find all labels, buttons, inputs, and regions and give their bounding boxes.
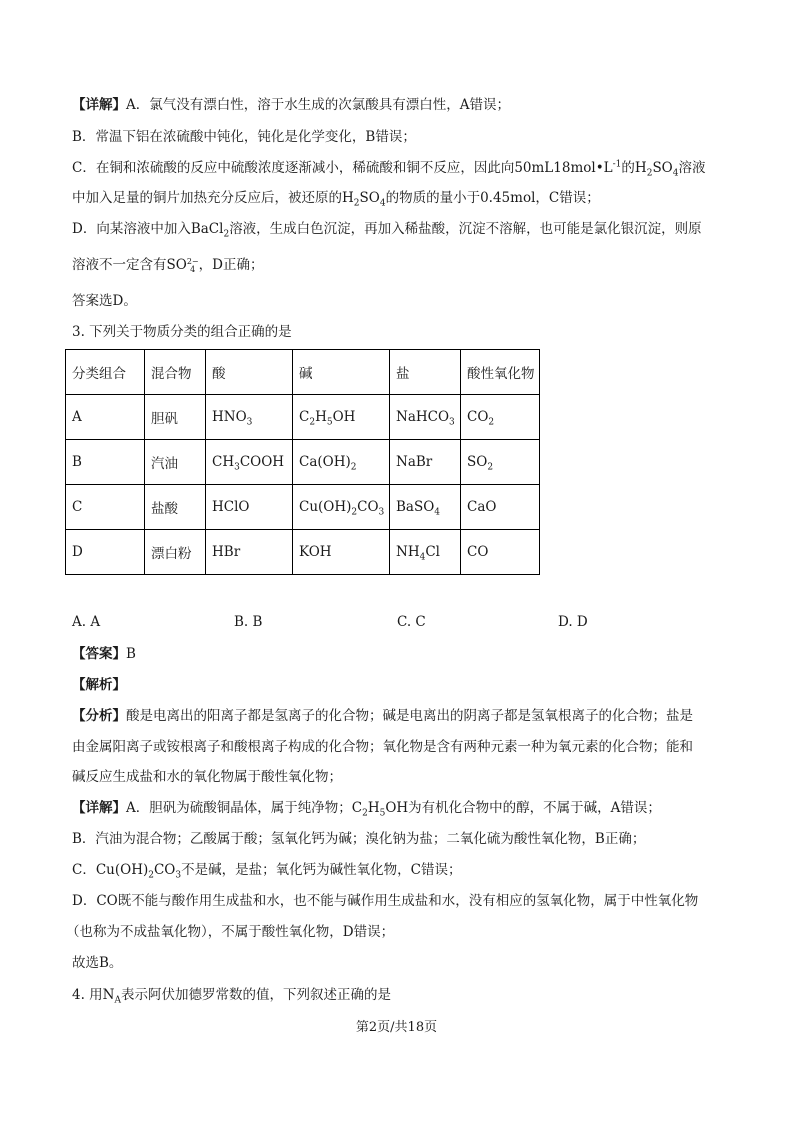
table-cell: CaO [461,485,540,530]
text-part: 4. 用N [72,987,115,1003]
table-row [66,395,540,440]
text-part: 不是碱，是盐；氧化钙为碱性氧化物，C错误； [181,862,462,878]
conclusion-line: 故选B。 [72,955,123,971]
table-header-cell: 分类组合 [66,350,145,395]
superscript: -1 [612,159,622,170]
subscript: A [114,995,121,1006]
subscript: 4 [672,168,679,179]
option-c: C. C [397,614,426,630]
xiangjie-line-1 [72,798,661,818]
text-part: 酸是电离出的阳离子都是氢离子的化合物；碱是电离出的阴离子都是氢氧根离子的化合物；盐是 [126,708,693,724]
text-part: CO [153,862,176,878]
text-part: C．在铜和浓硫酸的反应中硫酸浓度逐渐减小，稀硫酸和铜不反应，因此向50mL18mol•L [72,160,613,176]
xiangjie-line-3 [72,860,461,880]
subscript: 2 [646,168,653,179]
detail-line-6 [72,255,263,275]
text-part: SO [652,160,673,176]
text-part: 中加入足量的铜片加热充分反应后，被还原的H [72,190,354,206]
answer-choice-line: 答案选D。 [72,293,137,309]
table-cell: A [66,395,145,440]
subscript: 2 [148,870,154,881]
table-cell: $C_2H_5OH$ [293,395,390,440]
detail-text: A．氯气没有漂白性，溶于水生成的次氯酸具有漂白性，A错误； [126,97,510,113]
table-cell: BaSO$_4$ [390,485,461,530]
answer-line [72,644,136,664]
table-cell: $Ca(OH)_2$ [293,440,390,485]
text-part: 表示阿伏加德罗常数的值，下列叙述正确的是 [120,987,391,1003]
option-d: D. D [558,614,588,630]
text-part: H [367,800,380,816]
text-part: 的物质的量小于0.45mol，C错误； [385,190,600,206]
xiangjie-tag: 【详解】 [72,800,126,816]
table-cell: CO [461,530,540,575]
question-3-stem: 3. 下列关于物质分类的组合正确的是 [72,324,292,340]
xiangjie-line-2: B．汽油为混合物；乙酸属于酸；氢氧化钙为碱；溴化钠为盐；二氧化硫为酸性氧化物，B正确； [72,831,646,847]
text-part: A．胆矾为硫酸铜晶体，属于纯净物；C [126,800,363,816]
table-cell: 漂白粉 [145,530,206,575]
table-cell: KOH [293,530,390,575]
superscript: 2− [186,256,199,266]
table-header-cell: 混合物 [145,350,206,395]
subscript: 4 [379,198,386,209]
subscript: 3 [175,870,182,881]
subscript: 5 [379,808,386,819]
fenxi-line-3: 碱反应生成盐和水的氧化物属于酸性氧化物； [72,769,342,785]
detail-line-2: B．常温下铝在浓硫酸中钝化，钝化是化学变化，B错误； [72,129,416,145]
text-part: OH为有机化合物中的醇，不属于碱，A错误； [385,800,661,816]
table-cell: $Cu(OH)_2CO_3$ [293,485,390,530]
classification-table [65,349,540,575]
table-cell: $CO_2$ [461,395,540,440]
table-cell: NaBr [390,440,461,485]
option-a: A. A [72,614,101,630]
analysis-tag: 【解析】 [72,677,126,693]
fenxi-line-2: 由金属阳离子或铵根离子和酸根离子构成的化合物；氧化物是含有两种元素一种为氧元素的化合物；能和 [72,739,693,755]
table-cell: HBr [206,530,293,575]
text-part: C．Cu(OH) [72,862,149,878]
subscript: 2 [353,198,360,209]
table-header-row [66,350,540,395]
text-part: SO [359,190,380,206]
ion-charge [187,258,199,274]
table-cell: B [66,440,145,485]
table-header-cell: 盐 [390,350,461,395]
detail-line-5 [72,219,702,239]
detail-tag: 【详解】 [72,97,126,113]
xiangjie-line-5: （也称为不成盐氧化物），不属于酸性氧化物，D错误； [66,924,395,940]
xiangjie-line-4: D．CO既不能与酸作用生成盐和水，也不能与碱作用生成盐和水，没有相应的氢氧化物，属于中性氧化物 [72,893,699,909]
fenxi-tag: 【分析】 [72,708,126,724]
option-b: B. B [234,614,263,630]
detail-line-4 [72,188,600,208]
subscript: 4 [190,264,196,274]
table-cell: NaHCO$_3$ [390,395,461,440]
text-part: 溶液不一定含有SO [72,257,187,273]
page-number: 第2页/共18页 [355,1020,438,1035]
detail-line-1 [72,95,510,115]
table-cell: $CH_3COOH$ [206,440,293,485]
table-row [66,530,540,575]
table-row [66,440,540,485]
text-part: ，D正确； [198,257,264,273]
table-header-cell: 酸性氧化物 [461,350,540,395]
table-row [66,485,540,530]
table-cell: 胆矾 [145,395,206,440]
table-cell: $SO_2$ [461,440,540,485]
table-cell: D [66,530,145,575]
answer-value: B [126,646,136,662]
subscript: 2 [362,808,368,819]
table-cell: $NH_4Cl$ [390,530,461,575]
question-4-stem [72,985,391,1005]
answer-tag: 【答案】 [72,646,126,662]
table-cell: HClO [206,485,293,530]
table-header-cell: 碱 [293,350,390,395]
table-cell: C [66,485,145,530]
table-cell: 汽油 [145,440,206,485]
subscript: 2 [223,229,230,240]
text-part: 溶液 [678,160,706,176]
text-part: D．向某溶液中加入BaCl [72,221,224,237]
table-cell: $HNO_3$ [206,395,293,440]
detail-line-3 [72,158,706,178]
text-part: 的H [621,160,647,176]
fenxi-line-1 [72,706,693,726]
table-header-cell: 酸 [206,350,293,395]
text-part: 溶液，生成白色沉淀，再加入稀盐酸，沉淀不溶解，也可能是氯化银沉淀，则原 [229,221,702,237]
table-cell: 盐酸 [145,485,206,530]
